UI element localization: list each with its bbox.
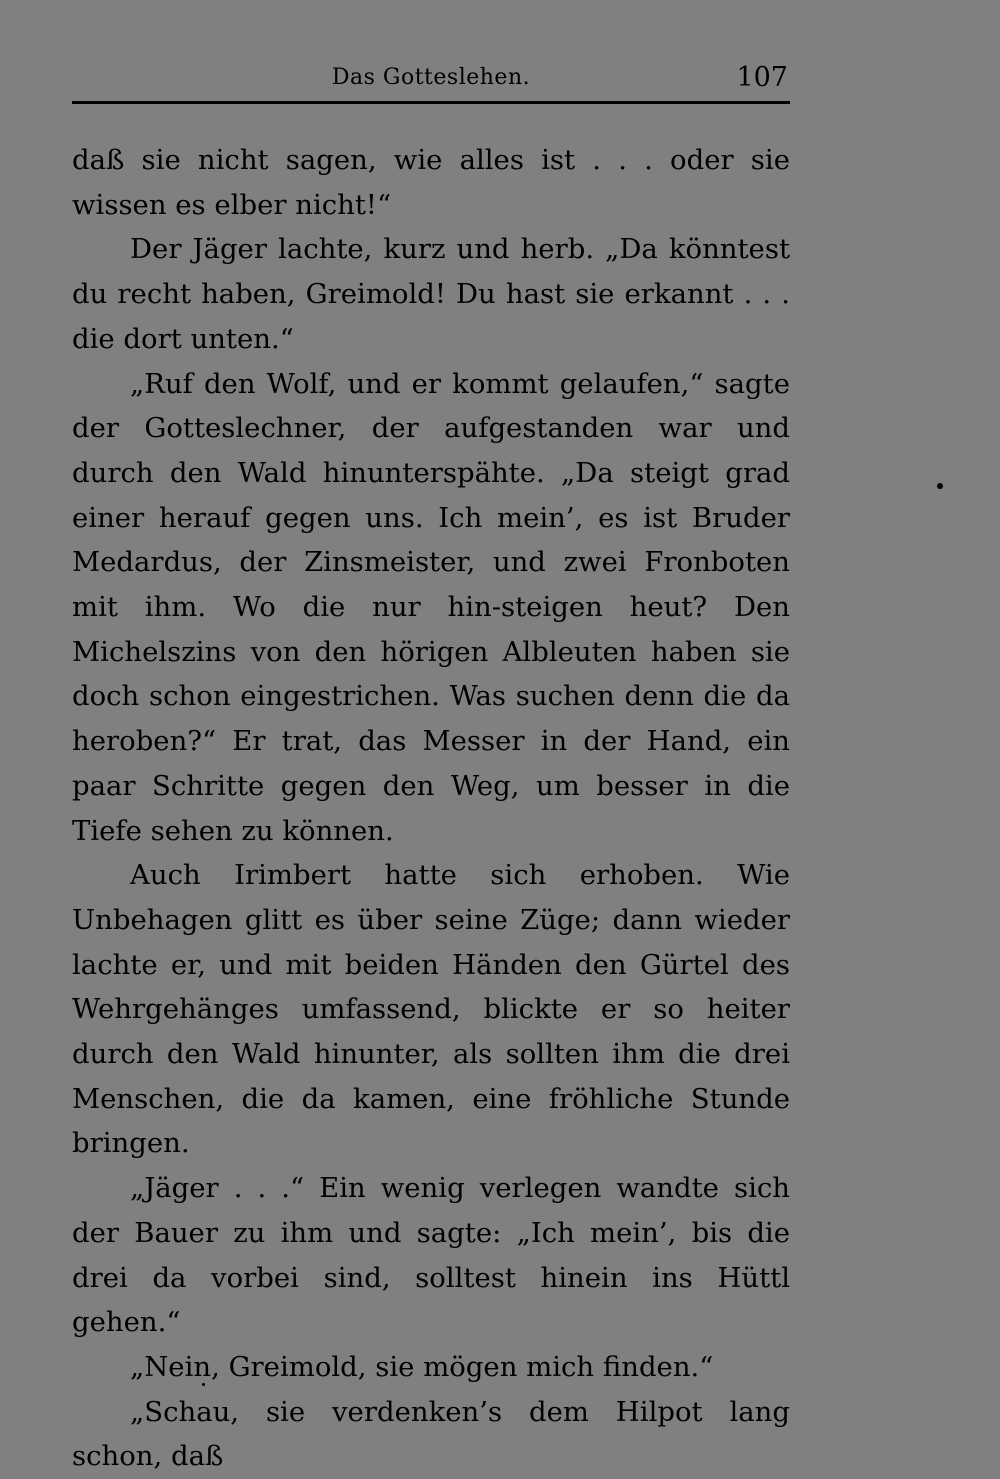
paragraph: „Ruf den Wolf, und er kommt gelaufen,“ sagte der Gotteslechner, der aufgestanden war und durch den Wald hinunterspähte. „Da steigt grad einer herauf gegen uns. Ich mein’, es ist Bruder Medardus, der Zinsmeister, und zwei Fronboten mit ihm. Wo die nur hin-steigen heut? Den Michelszins von den hörigen Albleuten haben sie doch schon eingestrichen. Was suchen denn die da heroben?“ Er trat, das Messer in der Hand, ein paar Schritte gegen den Weg, um besser in die Tiefe sehen zu können.: [72, 367, 790, 847]
paragraph: Auch Irimbert hatte sich erhoben. Wie Unbehagen glitt es über seine Züge; dann wieder lachte er, und mit beiden Händen den Gürtel des Wehrgehänges umfassend, blickte er so heiter durch den Wald hinunter, als sollten ihm die drei Menschen, die da kamen, eine fröhliche Stunde bringen.: [72, 859, 790, 1160]
running-title: Das Gotteslehen.: [331, 65, 531, 90]
paragraph: daß sie nicht sagen, wie alles ist . . . oder sie wissen es elber nicht!“: [72, 144, 790, 221]
body-text: [72, 138, 790, 1479]
ink-speck: [937, 483, 943, 489]
paragraph: „Nein, Greimold, sie mögen mich finden.“: [130, 1350, 714, 1383]
paragraph: „Jäger . . .“ Ein wenig verlegen wandte sich der Bauer zu ihm und sagte: „Ich mein’, bis die drei da vorbei sind, solltest hinein ins Hüttl gehen.“: [72, 1172, 790, 1339]
header-rule: [72, 101, 790, 104]
page-header: [72, 58, 790, 98]
paragraph: Der Jäger lachte, kurz und herb. „Da könntest du recht haben, Greimold! Du hast sie erkannt . . . die dort unten.“: [72, 233, 790, 355]
ink-speck: [202, 1383, 205, 1386]
page-number: 107: [736, 62, 788, 93]
paragraph: „Schau, sie verdenken’s dem Hilpot lang schon, daß: [72, 1395, 790, 1473]
